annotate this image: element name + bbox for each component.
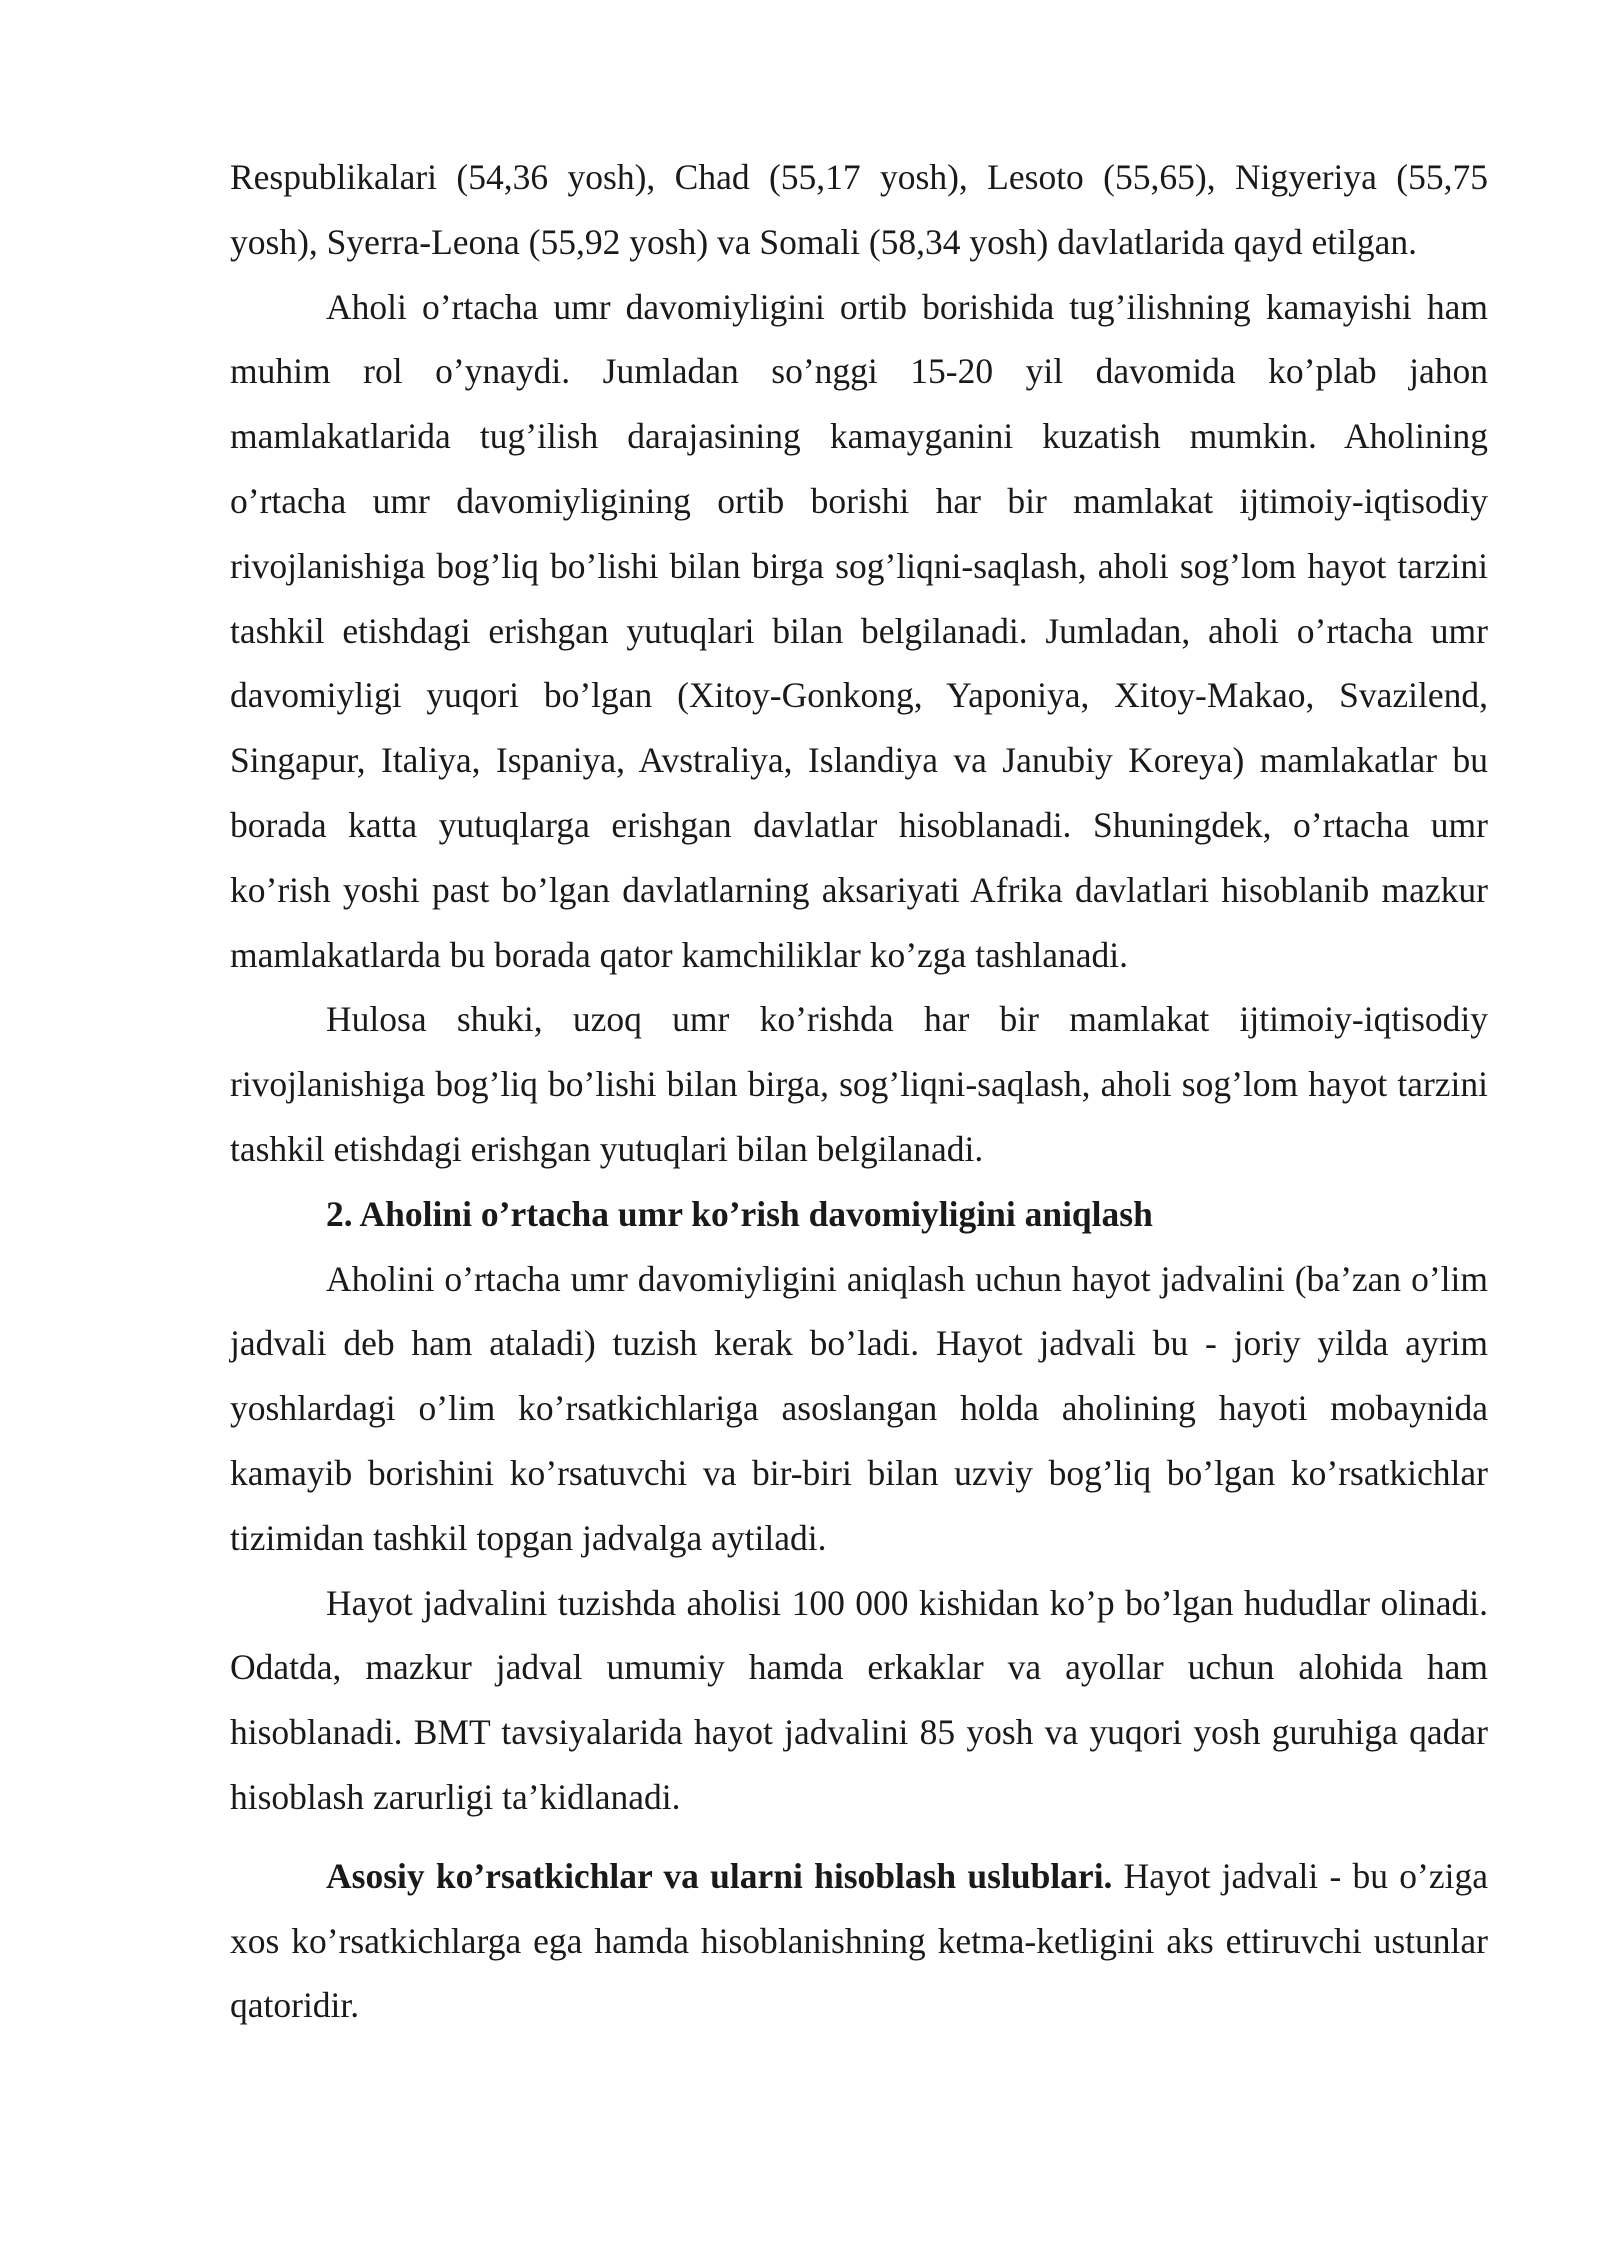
paragraph-conclusion: Hulosa shuki, uzoq umr ko’rishda har bir mamlakat ijtimoiy-iqtisodiy rivojlanishiga bog’liq bo’lishi bilan birga, sog’liqni-saqlash, aholi sog’lom hayot tarzini tashkil etishdagi erishgan yutuqlari bilan belgilanadi. xyxy=(230,999,1488,1169)
paragraph-life-table-construction: Hayot jadvalini tuzishda aholisi 100 000 kishidan ko’p bo’lgan hududlar olinadi. Odatda, mazkur jadval umumiy hamda erkaklar va ayollar uchun alohida ham hisoblanadi. BMT tavsiyalarida hayot jadvalini 85 yosh va yuqori yosh guruhiga qadar hisoblash zarurligi ta’kidlanadi. xyxy=(230,1582,1488,1817)
section-heading: 2. Aholini o’rtacha umr ko’rish davomiyligini aniqlash xyxy=(326,1193,1153,1234)
paragraph-life-expectancy-factors: Aholi o’rtacha umr davomiyligini ortib borishida tug’ilishning kamayishi ham muhim rol o’ynaydi. Jumladan so’nggi 15-20 yil davomida ko’plab jahon mamlakatlarida tug’ilish darajasining kamayganini kuzatish mumkin. Aholining o’rtacha umr davomiyligining ortib borishi har bir mamlakat ijtimoiy-iqtisodiy rivojlanishiga bog’liq bo’lishi bilan birga sog’liqni-saqlash, aholi sog’lom hayot tarzini tashkil etishdagi erishgan yutuqlari bilan belgilanadi. Jumladan, aholi o’rtacha umr davomiyligi yuqori bo’lgan (Xitoy-Gonkong, Yaponiya, Xitoy-Makao, Svazilend, Singapur, Italiya, Ispaniya, Avstraliya, Islandiya va Janubiy Koreya) mamlakatlar bu borada katta yutuqlarga erishgan davlatlar hisoblanadi. Shuningdek, o’rtacha umr ko’rish yoshi past bo’lgan davlatlarning aksariyati Afrika davlatlari hisoblanib mazkur mamlakatlarda bu borada qator kamchiliklar ko’zga tashlanadi. xyxy=(230,286,1488,975)
paragraph-lead-bold: Asosiy ko’rsatkichlar va ularni hisoblash uslublari. xyxy=(326,1855,1113,1896)
paragraph-life-table-definition: Aholini o’rtacha umr davomiyligini aniqlash uchun hayot jadvalini (ba’zan o’lim jadvali deb ham ataladi) tuzish kerak bo’ladi. Hayot jadvali bu - joriy yilda ayrim yoshlardagi o’lim ko’rsatkichlariga asoslangan holda aholining hayoti mobaynida kamayib borishini ko’rsatuvchi va bir-biri bilan uzviy bog’liq bo’lgan ko’rsatkichlar tizimidan tashkil topgan jadvalga aytiladi. xyxy=(230,1258,1488,1558)
document-page xyxy=(230,145,1488,2038)
paragraph-body-text: Hayot jadvali - bu o’ziga xos ko’rsatkichlarga ega hamda hisoblanishning ketma-ketligini aks ettiruvchi ustunlar qatoridir. xyxy=(230,1855,1488,2026)
paragraph-main-indicators xyxy=(230,1844,1488,2038)
paragraph-continuation: Respublikalari (54,36 yosh), Chad (55,17 yosh), Lesoto (55,65), Nigyeriya (55,75 yosh), Syerra-Leona (55,92 yosh) va Somali (58,34 yosh) davlatlarida qayd etilgan. xyxy=(230,157,1488,262)
